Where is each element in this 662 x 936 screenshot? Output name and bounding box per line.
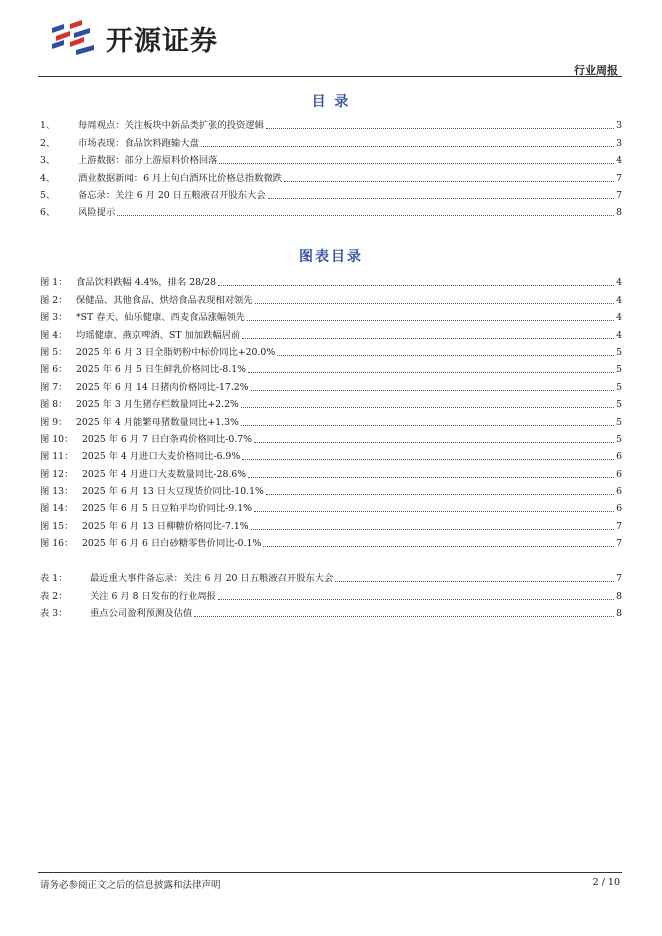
entry-number: 图 7： xyxy=(40,381,68,393)
dot-leader xyxy=(201,146,614,147)
table-entry[interactable] xyxy=(40,584,622,601)
report-type: 行业周报 xyxy=(574,64,618,77)
dot-leader xyxy=(242,459,614,460)
dot-leader xyxy=(117,215,614,216)
toc-entry[interactable] xyxy=(40,114,622,131)
entry-page: 5 xyxy=(616,399,622,411)
figure-entry[interactable] xyxy=(40,445,622,462)
entry-label: 上游数据：部分上游原料价格回落 xyxy=(78,155,218,167)
entry-number: 图 9： xyxy=(40,416,68,428)
dot-leader xyxy=(241,425,614,426)
dot-leader xyxy=(277,355,614,356)
entry-label: *ST 春天、仙乐健康、西麦食品涨幅领先 xyxy=(76,312,245,324)
dot-leader xyxy=(255,303,614,304)
entry-label: 2025 年 6 月 14 日猪肉价格同比-17.2% xyxy=(76,381,249,393)
entry-number: 图 13： xyxy=(40,486,74,498)
entry-number: 5、 xyxy=(40,189,56,201)
figure-entry[interactable] xyxy=(40,358,622,375)
entry-label: 2025 年 6 月 6 日白砂糖零售价同比-0.1% xyxy=(82,538,262,550)
figures-toc-title: 图表目录 xyxy=(299,249,363,265)
entry-page: 4 xyxy=(616,277,622,289)
entry-number: 1、 xyxy=(40,120,56,132)
figure-entry[interactable] xyxy=(40,462,622,479)
entry-page: 5 xyxy=(616,416,622,428)
entry-label: 市场表现：食品饮料跑输大盘 xyxy=(78,137,199,149)
figure-entry[interactable] xyxy=(40,393,622,410)
entry-label: 2025 年 6 月 5 日生鲜乳价格同比-8.1% xyxy=(76,364,246,376)
figure-entry[interactable] xyxy=(40,480,622,497)
entry-label: 最近重大事件备忘录：关注 6 月 20 日五粮液召开股东大会 xyxy=(90,573,334,585)
entry-number: 图 11： xyxy=(40,451,74,463)
entry-page: 4 xyxy=(616,294,622,306)
entry-label: 关注 6 月 8 日发布的行业周报 xyxy=(90,590,216,602)
dot-leader xyxy=(266,128,614,129)
dot-leader xyxy=(219,163,614,164)
table-entry[interactable] xyxy=(40,602,622,619)
entry-page: 8 xyxy=(616,608,622,620)
footer-divider xyxy=(38,872,622,873)
figure-entry[interactable] xyxy=(40,323,622,340)
figure-entry[interactable] xyxy=(40,341,622,358)
table-of-contents xyxy=(40,114,622,218)
figure-entry[interactable] xyxy=(40,514,622,531)
dot-leader xyxy=(218,285,614,286)
entry-number: 图 12： xyxy=(40,468,74,480)
entry-number: 表 1： xyxy=(40,573,68,585)
dot-leader xyxy=(251,390,615,391)
entry-number: 图 4： xyxy=(40,329,68,341)
figure-entry[interactable] xyxy=(40,271,622,288)
figure-entry[interactable] xyxy=(40,306,622,323)
figure-entry[interactable] xyxy=(40,428,622,445)
dot-leader xyxy=(241,407,614,408)
entry-page: 7 xyxy=(616,573,622,585)
dot-leader xyxy=(263,546,614,547)
toc-entry[interactable] xyxy=(40,149,622,166)
footer-disclaimer: 请务必参阅正文之后的信息披露和法律声明 xyxy=(40,880,221,891)
dot-leader xyxy=(218,599,614,600)
entry-page: 3 xyxy=(616,120,622,132)
entry-number: 图 10： xyxy=(40,433,74,445)
entry-page: 7 xyxy=(616,538,622,550)
dot-leader xyxy=(254,511,614,512)
entry-label: 2025 年 4 月进口大麦数量同比-28.6% xyxy=(82,468,247,480)
entry-page: 6 xyxy=(616,451,622,463)
dot-leader xyxy=(194,616,614,617)
page-indicator: 2 / 10 xyxy=(592,877,620,888)
entry-label: 2025 年 3 月生猪存栏数量同比+2.2% xyxy=(76,399,239,411)
toc-entry[interactable] xyxy=(40,166,622,183)
entry-label: 2025 年 6 月 5 日豆粕平均价同比-9.1% xyxy=(82,503,252,515)
entry-number: 图 1： xyxy=(40,277,68,289)
entry-page: 6 xyxy=(616,503,622,515)
entry-number: 图 8： xyxy=(40,399,68,411)
entry-number: 图 5： xyxy=(40,346,68,358)
entry-page: 8 xyxy=(616,207,622,219)
entry-page: 8 xyxy=(616,590,622,602)
entry-number: 图 16： xyxy=(40,538,74,550)
figure-entry[interactable] xyxy=(40,288,622,305)
entry-label: 2025 年 6 月 13 日柳糖价格同比-7.1% xyxy=(82,520,249,532)
toc-entry[interactable] xyxy=(40,201,622,218)
entry-number: 表 3： xyxy=(40,608,68,620)
entry-page: 5 xyxy=(616,381,622,393)
entry-label: 保健品、其他食品、烘焙食品表现相对领先 xyxy=(76,294,253,306)
entry-label: 2025 年 4 月进口大麦价格同比-6.9% xyxy=(82,451,241,463)
entry-number: 6、 xyxy=(40,207,56,219)
entry-label: 重点公司盈利预测及估值 xyxy=(90,608,193,620)
dot-leader xyxy=(248,372,614,373)
entry-page: 6 xyxy=(616,468,622,480)
entry-label: 酒业数据新闻：6 月上旬白酒环比价格总指数微跌 xyxy=(78,172,283,184)
entry-label: 每周观点：关注板块中新品类扩张的投资逻辑 xyxy=(78,120,264,132)
entry-number: 2、 xyxy=(40,137,56,149)
dot-leader xyxy=(248,477,614,478)
dot-leader xyxy=(266,494,614,495)
dot-leader xyxy=(284,181,614,182)
entry-page: 7 xyxy=(616,189,622,201)
entry-label: 2025 年 6 月 7 日白条鸡价格同比-0.7% xyxy=(82,433,252,445)
entry-number: 图 2： xyxy=(40,294,68,306)
dot-leader xyxy=(254,442,614,443)
dot-leader xyxy=(242,338,614,339)
entry-label: 2025 年 6 月 3 日全脂奶粉中标价同比+20.0% xyxy=(76,346,276,358)
dot-leader xyxy=(268,198,614,199)
entry-number: 图 14： xyxy=(40,503,74,515)
entry-number: 图 6： xyxy=(40,364,68,376)
figure-entry[interactable] xyxy=(40,532,622,549)
entry-number: 图 15： xyxy=(40,520,74,532)
entry-label: 食品饮料跌幅 4.4%，排名 28/28 xyxy=(76,277,216,289)
brand-name: 开源证券 xyxy=(106,25,218,57)
entry-page: 5 xyxy=(616,433,622,445)
entry-page: 5 xyxy=(616,346,622,358)
toc-entry[interactable] xyxy=(40,184,622,201)
entry-label: 风险提示 xyxy=(78,207,116,219)
dot-leader xyxy=(247,320,614,321)
entry-page: 4 xyxy=(616,312,622,324)
entry-page: 4 xyxy=(616,329,622,341)
entry-page: 7 xyxy=(616,172,622,184)
entry-page: 7 xyxy=(616,520,622,532)
entry-number: 4、 xyxy=(40,172,56,184)
dot-leader xyxy=(335,581,614,582)
entry-page: 3 xyxy=(616,137,622,149)
entry-label: 均瑶健康、燕京啤酒、ST 加加跌幅居前 xyxy=(76,329,241,341)
dot-leader xyxy=(251,529,614,530)
figures-list xyxy=(40,271,622,549)
table-entry[interactable] xyxy=(40,567,622,584)
figure-entry[interactable] xyxy=(40,410,622,427)
entry-label: 2025 年 4 月能繁母猪数量同比+1.3% xyxy=(76,416,239,428)
figure-entry[interactable] xyxy=(40,497,622,514)
entry-label: 备忘录：关注 6 月 20 日五粮液召开股东大会 xyxy=(78,189,266,201)
entry-page: 6 xyxy=(616,486,622,498)
tables-list xyxy=(40,567,622,619)
figure-entry[interactable] xyxy=(40,375,622,392)
entry-page: 5 xyxy=(616,364,622,376)
toc-entry[interactable] xyxy=(40,131,622,148)
header-divider xyxy=(38,76,622,77)
entry-number: 图 3： xyxy=(40,312,68,324)
toc-title: 目 录 xyxy=(311,94,351,110)
kaiyuan-logo-icon xyxy=(50,20,100,56)
entry-label: 2025 年 6 月 13 日大豆现货价同比-10.1% xyxy=(82,486,264,498)
entry-number: 表 2： xyxy=(40,590,68,602)
brand-logo xyxy=(50,20,218,56)
entry-number: 3、 xyxy=(40,155,56,167)
entry-page: 4 xyxy=(616,155,622,167)
